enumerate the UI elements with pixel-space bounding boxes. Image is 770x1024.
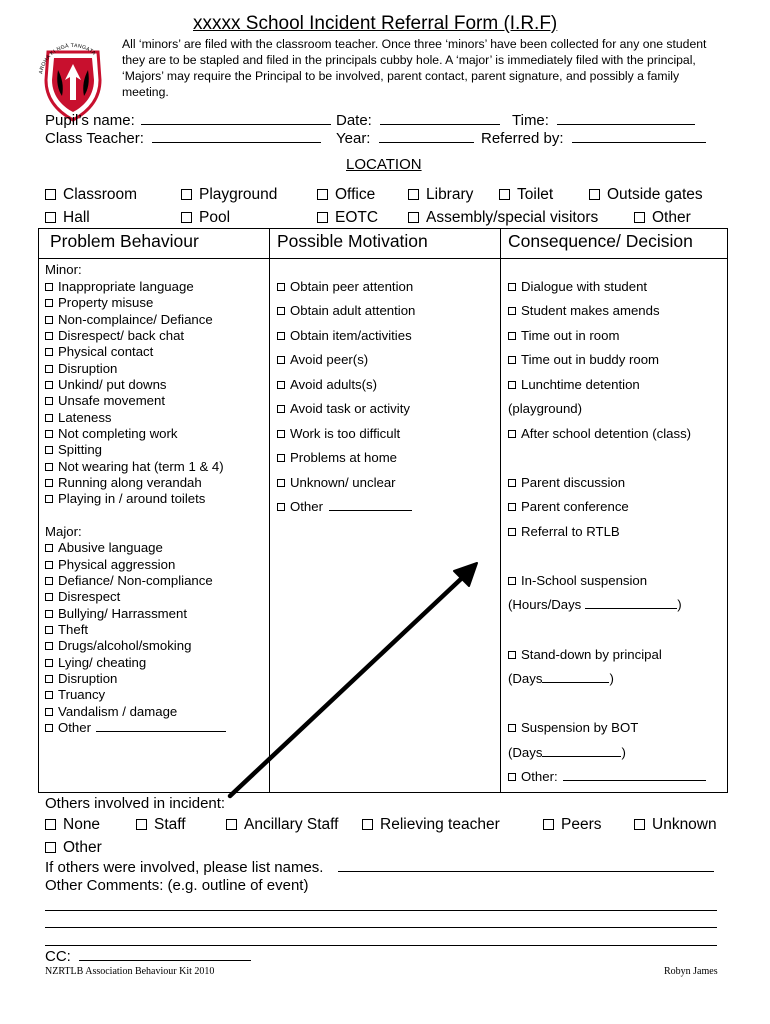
location-eotc[interactable]: EOTC: [317, 209, 378, 227]
comment-line[interactable]: [45, 927, 717, 928]
consequence-other[interactable]: Other:: [508, 769, 706, 784]
consequence-heading: Consequence/ Decision: [508, 231, 693, 251]
consequence-playground-note: (playground): [508, 401, 583, 416]
location-playground[interactable]: Playground: [181, 186, 277, 204]
motivation-item-other[interactable]: Other: [277, 499, 412, 514]
minor-item[interactable]: Disrespect/ back chat: [45, 328, 184, 343]
major-item[interactable]: Lying/ cheating: [45, 655, 146, 670]
major-label: Major:: [45, 524, 82, 539]
location-toilet[interactable]: Toilet: [499, 186, 553, 204]
major-item-other[interactable]: Other: [45, 720, 226, 735]
consequence-dialogue[interactable]: Dialogue with student: [508, 279, 647, 294]
consequence-timeout-buddy[interactable]: Time out in buddy room: [508, 352, 659, 367]
other-comments-label: Other Comments: (e.g. outline of event): [45, 877, 309, 894]
checkbox-icon[interactable]: [362, 819, 373, 830]
motivation-item[interactable]: Avoid peer(s): [277, 352, 368, 367]
location-assembly[interactable]: Assembly/special visitors: [408, 209, 598, 227]
others-heading: Others involved in incident:: [45, 795, 226, 812]
others-ancillary[interactable]: Ancillary Staff: [226, 816, 338, 834]
consequence-timeout-room[interactable]: Time out in room: [508, 328, 619, 343]
motivation-item[interactable]: Unknown/ unclear: [277, 475, 396, 490]
year-label: Year:: [336, 130, 371, 147]
footer-right: Robyn James: [664, 966, 718, 977]
list-names-label: If others were involved, please list names.: [45, 859, 324, 876]
possible-motivation-heading: Possible Motivation: [277, 231, 428, 251]
list-names-blank[interactable]: [338, 859, 714, 872]
major-item[interactable]: Bullying/ Harrassment: [45, 606, 187, 621]
comment-line[interactable]: [45, 910, 717, 911]
consequence-days-2[interactable]: (Days ): [508, 745, 626, 760]
others-other[interactable]: Other: [45, 839, 102, 857]
location-office[interactable]: Office: [317, 186, 375, 204]
consequence-lunchtime[interactable]: Lunchtime detention: [508, 377, 640, 392]
consequence-amends[interactable]: Student makes amends: [508, 303, 660, 318]
minor-item[interactable]: Unkind/ put downs: [45, 377, 167, 392]
motivation-item[interactable]: Obtain item/activities: [277, 328, 412, 343]
list-names-field[interactable]: [45, 859, 714, 876]
major-item[interactable]: Abusive language: [45, 540, 163, 555]
motivation-item[interactable]: Problems at home: [277, 450, 397, 465]
cc-label: CC:: [45, 948, 71, 965]
consequence-rtlb[interactable]: Referral to RTLB: [508, 524, 620, 539]
minor-item[interactable]: Disruption: [45, 361, 117, 376]
location-library[interactable]: Library: [408, 186, 473, 204]
major-item[interactable]: Truancy: [45, 687, 105, 702]
motivation-item[interactable]: Obtain peer attention: [277, 279, 413, 294]
checkbox-icon[interactable]: [543, 819, 554, 830]
minor-item[interactable]: Inappropriate language: [45, 279, 194, 294]
major-item[interactable]: Physical aggression: [45, 557, 175, 572]
location-hall[interactable]: Hall: [45, 209, 90, 227]
minor-item[interactable]: Running along verandah: [45, 475, 202, 490]
consequence-hours-days[interactable]: (Hours/Days ): [508, 597, 682, 612]
form-title: xxxxx School Incident Referral Form (I.R.F): [193, 13, 558, 34]
minor-label: Minor:: [45, 262, 82, 277]
location-pool[interactable]: Pool: [181, 209, 230, 227]
consequence-after-school[interactable]: After school detention (class): [508, 426, 691, 441]
minor-item[interactable]: Playing in / around toilets: [45, 491, 205, 506]
pupil-name-label: Pupil’s name:: [45, 112, 135, 129]
cc-blank[interactable]: [79, 948, 251, 961]
class-teacher-label: Class Teacher:: [45, 130, 144, 147]
major-item[interactable]: Defiance/ Non-compliance: [45, 573, 213, 588]
others-unknown[interactable]: Unknown: [634, 816, 717, 834]
comment-line[interactable]: [45, 945, 717, 946]
major-item[interactable]: Disrespect: [45, 589, 120, 604]
date-label: Date:: [336, 112, 372, 129]
location-outside-gates[interactable]: Outside gates: [589, 186, 703, 204]
location-heading: LOCATION: [346, 156, 422, 173]
referred-by-label: Referred by:: [481, 130, 564, 147]
motivation-item[interactable]: Avoid task or activity: [277, 401, 410, 416]
minor-item[interactable]: Physical contact: [45, 344, 153, 359]
checkbox-icon[interactable]: [226, 819, 237, 830]
minor-item[interactable]: Property misuse: [45, 295, 153, 310]
location-classroom[interactable]: Classroom: [45, 186, 137, 204]
minor-item[interactable]: Lateness: [45, 410, 112, 425]
location-other[interactable]: Other: [634, 209, 691, 227]
minor-item[interactable]: Not completing work: [45, 426, 177, 441]
intro-text: All ‘minors’ are filed with the classroom teacher. Once three ‘minors’ have been collected for any one student they are to be stapled and filed in the principals cubby hole. A ‘major’ is immediately filed with the principal, ‘Majors’ may require the Principal to be involved, parent contact, parent signature, and possibly a family meeting.: [122, 37, 707, 99]
checkbox-icon[interactable]: [45, 842, 56, 853]
others-staff[interactable]: Staff: [136, 816, 186, 834]
major-item[interactable]: Theft: [45, 622, 88, 637]
consequence-stand-down[interactable]: Stand-down by principal: [508, 647, 662, 662]
minor-item[interactable]: Non-complaince/ Defiance: [45, 312, 213, 327]
others-relieving[interactable]: Relieving teacher: [362, 816, 500, 834]
consequence-parent-discussion[interactable]: Parent discussion: [508, 475, 625, 490]
motivation-item[interactable]: Obtain adult attention: [277, 303, 415, 318]
others-peers[interactable]: Peers: [543, 816, 602, 834]
checkbox-icon[interactable]: [45, 819, 56, 830]
major-item[interactable]: Drugs/alcohol/smoking: [45, 638, 191, 653]
major-item[interactable]: Disruption: [45, 671, 117, 686]
major-item[interactable]: Vandalism / damage: [45, 704, 177, 719]
consequence-days-1[interactable]: (Days ): [508, 671, 614, 686]
consequence-suspension-bot[interactable]: Suspension by BOT: [508, 720, 638, 735]
cc-field[interactable]: [45, 948, 251, 965]
problem-behaviour-heading: Problem Behaviour: [50, 231, 199, 251]
checkbox-icon[interactable]: [136, 819, 147, 830]
minor-item[interactable]: Unsafe movement: [45, 393, 165, 408]
motivation-item[interactable]: Work is too difficult: [277, 426, 400, 441]
consequence-parent-conference[interactable]: Parent conference: [508, 499, 629, 514]
checkbox-icon[interactable]: [634, 819, 645, 830]
minor-item[interactable]: Not wearing hat (term 1 & 4): [45, 459, 224, 474]
consequence-in-school[interactable]: In-School suspension: [508, 573, 647, 588]
motivation-item[interactable]: Avoid adults(s): [277, 377, 377, 392]
minor-item[interactable]: Spitting: [45, 442, 102, 457]
logo-text: AROHA KI NGĀ TANGATA: [38, 42, 97, 75]
footer-left: NZRTLB Association Behaviour Kit 2010: [45, 966, 215, 977]
others-none[interactable]: None: [45, 816, 100, 834]
time-label: Time:: [512, 112, 549, 129]
